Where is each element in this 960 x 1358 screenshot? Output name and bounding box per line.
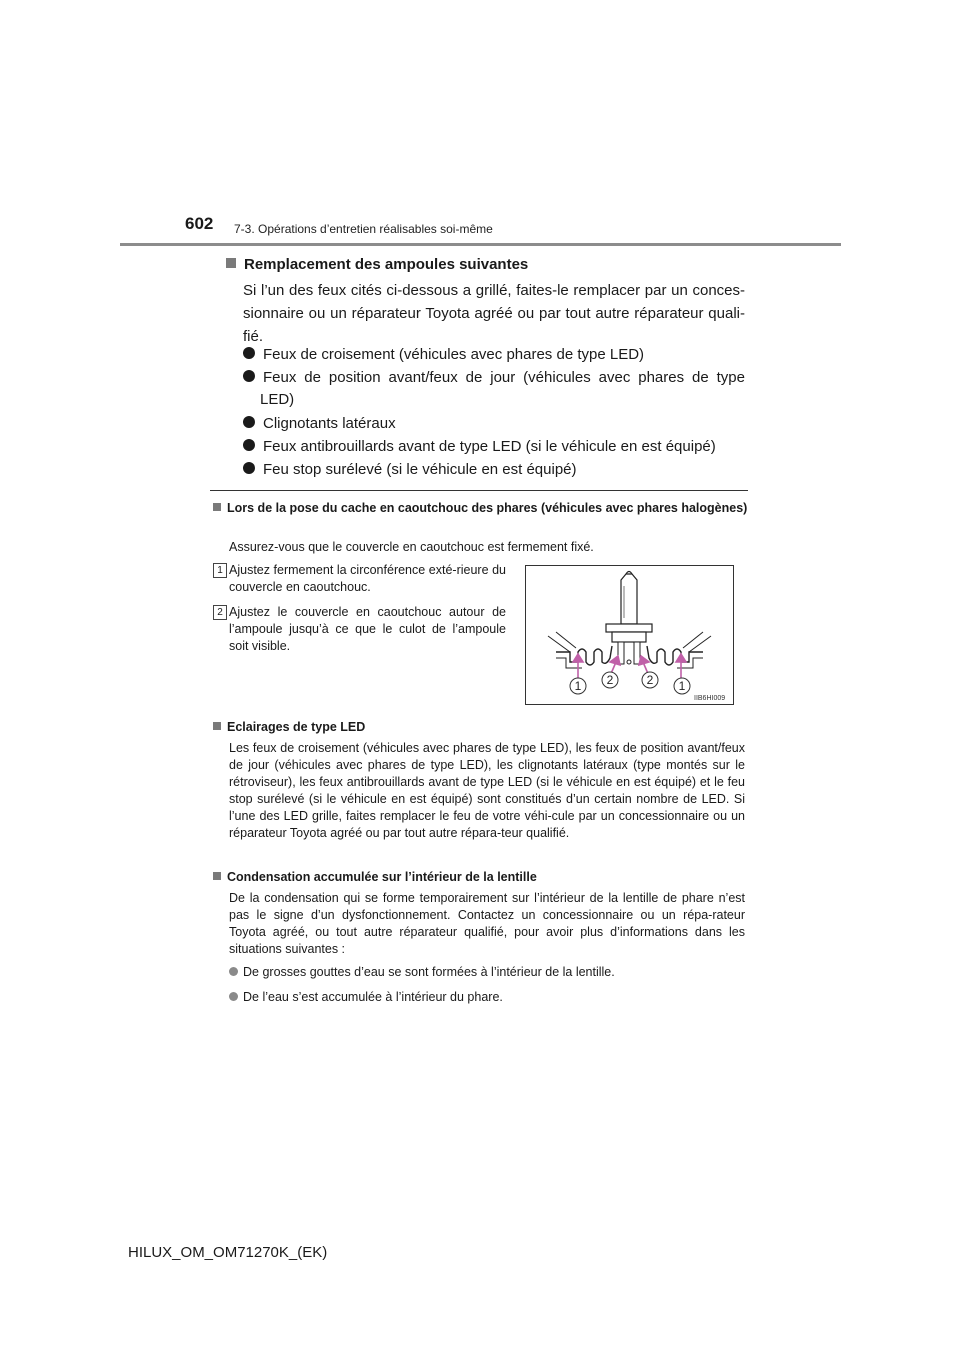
bullet-dot-icon [243,439,255,451]
step-number: 2 [213,605,227,620]
note-heading-rubber-cover [213,500,749,517]
list-item [229,989,745,1006]
note-heading-text: Eclairages de type LED [227,720,366,734]
bullet-dot-icon [243,416,255,428]
square-bullet-icon [226,258,236,268]
note-heading-text: Lors de la pose du cache en caoutchouc des phares (véhicules avec phares halogènes) [227,501,748,515]
list-item [243,344,745,366]
callout-label: 2 [606,673,614,687]
bullet-dot-icon [243,347,255,359]
list-item [243,367,745,411]
list-item [243,436,745,458]
square-bullet-icon [213,503,221,511]
figure-code: IIB6HI009 [694,695,726,702]
main-heading [226,256,528,273]
note-heading-led [213,719,749,736]
square-bullet-icon [213,722,221,730]
list-item-text: Feux antibrouillards avant de type LED (si le véhicule en est équipé) [263,438,716,455]
main-heading-text: Remplacement des ampoules suivantes [244,256,529,273]
header-rule [120,243,841,246]
step-text: Ajustez le couvercle en caoutchouc autour de l’ampoule jusqu’à ce que le culot de l’ampoule soit visible. [229,605,506,653]
callout-label: 1 [574,679,582,693]
step-text: Ajustez fermement la circonférence exté-rieure du couvercle en caoutchouc. [229,563,506,594]
square-bullet-icon [213,872,221,880]
bulb-illustration [526,566,733,704]
bullet-dot-icon [229,967,238,976]
list-item-text: Feu stop surélevé (si le véhicule en est équipé) [263,461,577,478]
list-item-text: De grosses gouttes d’eau se sont formées à l’intérieur de la lentille. [243,965,615,979]
list-item-text: De l’eau s’est accumulée à l’intérieur du phare. [243,990,503,1004]
list-item-text: Feux de position avant/feux de jour (véhicules avec phares de type LED) [260,369,745,408]
list-item-text: Feux de croisement (véhicules avec phares de type LED) [263,346,645,363]
list-item [243,459,745,481]
bullet-dot-icon [229,992,238,1001]
note-heading-text: Condensation accumulée sur l’intérieur de la lentille [227,870,537,884]
step-1 [213,562,506,602]
list-item [243,413,745,435]
halogen-bulb-figure [525,565,734,705]
note-body: De la condensation qui se forme temporairement sur l’intérieur de la lentille de phare n’est pas le signe d’un dysfonctionnement. Contactez un concessionnaire ou un répa-rateur Toyota agréé, ou tout autre réparateur qualifié, pour avoir plus d’informations dans les situations suivantes : [229,891,745,956]
section-divider [210,490,748,491]
bullet-dot-icon [243,370,255,382]
note-heading-condensation [213,869,749,886]
section-title: 7-3. Opérations d’entretien réalisables soi-même [234,222,493,236]
document-id: HILUX_OM_OM71270K_(EK) [128,1244,328,1261]
page-number: 602 [185,214,214,233]
callout-label: 2 [646,673,654,687]
note-body: Assurez-vous que le couvercle en caoutchouc est fermement fixé. [229,540,594,554]
list-item [229,964,745,981]
main-bullet-list [243,344,745,481]
step-2 [213,604,506,659]
note-body: Les feux de croisement (véhicules avec phares de type LED), les feux de position avant/feux de jour (véhicules avec phares de type LED), les clignotants latéraux (type montés sur le rétroviseur), les feux antibrouillards avant de type LED (si le véhicule en est équipé) et le feu stop surélevé (si le véhicule en est équipé) sont constitués d’un certain nombre de LED. Si l’une des LED grille, faites remplacer le feu de votre véhi-cule par un concessionnaire ou un réparateur Toyota agréé ou par tout autre répara-teur qualifié. [229,741,745,840]
list-item-text: Clignotants latéraux [263,415,396,432]
main-paragraph: Si l’un des feux cités ci-dessous a grillé, faites-le remplacer par un conces-sionnaire ou un réparateur Toyota agréé ou par tout autre réparateur quali-fié. [243,282,745,345]
step-number: 1 [213,563,227,578]
callout-label: 1 [678,679,686,693]
bullet-dot-icon [243,462,255,474]
